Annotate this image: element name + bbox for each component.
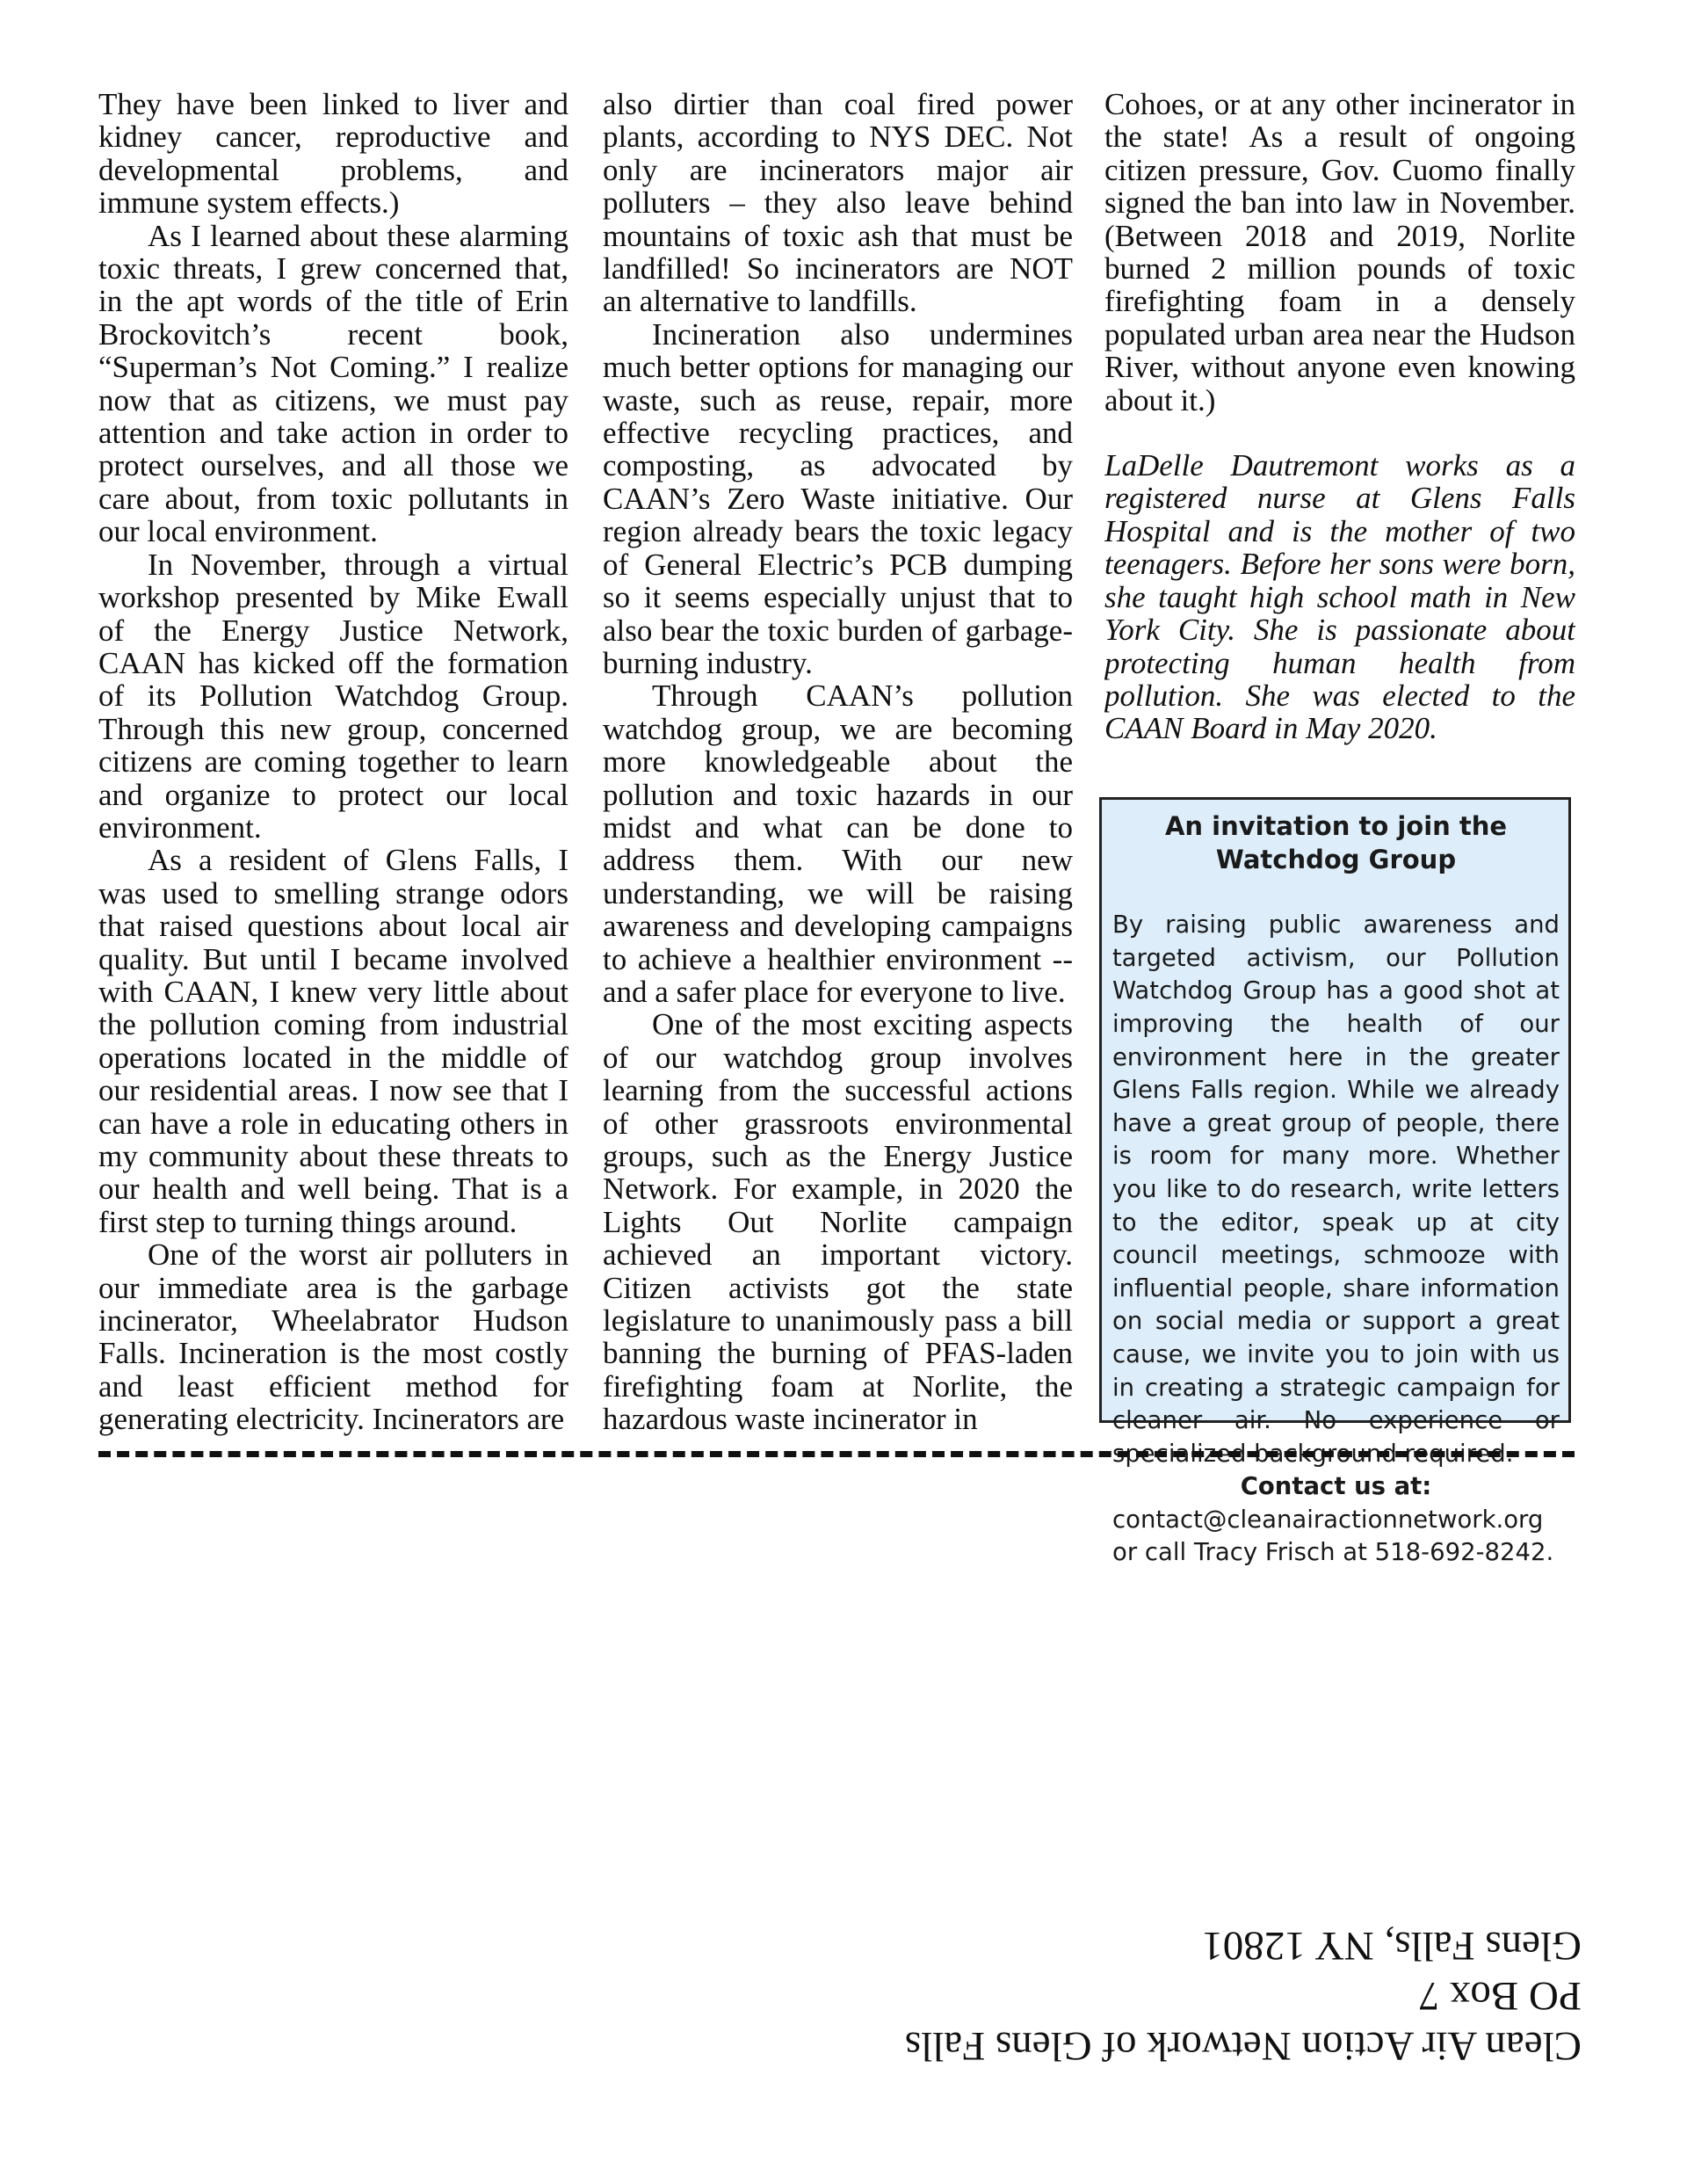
sidebar-contact-line: contact@cleanairactionnetwork.org or call Tracy Frisch at 518-692-8242. xyxy=(1112,1505,1554,1567)
watchdog-invitation-box xyxy=(1099,797,1571,1567)
article-paragraph: As I learned about these alarming toxic threats, I grew concerned that, in the apt words of the title of Erin Brockovitch’s recent book, “Superman’s Not Coming.” I realize now that as citizens, we must pay attention and take action in order to protect ourselves, and all those we care about, from toxic pollutants in our local environment. xyxy=(98,218,568,549)
return-address-line-2: PO Box 7 xyxy=(1418,1973,1582,2019)
article-paragraph: Through CAAN’s pollution watchdog group, we are becoming more knowledgeable about the pollution and toxic hazards in our midst and what can be done to address them. With our new understanding, we will be raising awareness and developing campaigns to achieve a healthier environment -- and a safer place for everyone to live. xyxy=(603,678,1073,1009)
article-paragraph: One of the worst air polluters in our immediate area is the garbage incinerator, Wheelabrator Hudson Falls. Incineration is the most costly and least efficient method for generating electricity. Incinerators are xyxy=(98,1237,568,1437)
return-address xyxy=(887,1920,1582,2071)
article-paragraph: One of the most exciting aspects of our watchdog group involves learning from the successful actions of other grassroots environmental groups, such as the Energy Justice Network. For example, in 2020 the Lights Out Norlite campaign achieved an important victory. Citizen activists got the state legislature to unanimously pass a bill banning the burning of PFAS-laden firefighting foam at Norlite, the hazardous waste incinerator in xyxy=(603,1007,1073,1437)
article-paragraph-continued: also dirtier than coal fired power plants, according to NYS DEC. Not only are incinerators major air polluters – they also leave behind mountains of toxic ash that must be landfilled! So incinerators are NOT an alternative to landfills. xyxy=(603,88,1073,319)
sidebar-contact-heading: Contact us at: xyxy=(1240,1472,1432,1501)
author-bio: LaDelle Dautremont works as a registered nurse at Glens Falls Hospital and is the mother of two teenagers. Before her sons were born, she taught high school math in New York City. She is passionate about protecting human health from pollution. She was elected to the CAAN Board in May 2020. xyxy=(1104,448,1575,745)
article-column-3 xyxy=(1104,88,1575,745)
article-paragraph: Incineration also undermines much better options for managing our waste, such as reuse, repair, more effective recycling practices, and composting, as advocated by CAAN’s Zero Waste initiative. Our region already bears the toxic legacy of General Electric’s PCB dumping so it seems especially unjust that to also bear the toxic burden of garbage-burning industry. xyxy=(603,316,1073,680)
return-address-line-3: Glens Falls, NY 12801 xyxy=(1202,1923,1582,1969)
article-column-1 xyxy=(98,88,568,1446)
article-column-2 xyxy=(603,88,1073,1446)
article-paragraph: In November, through a virtual workshop presented by Mike Ewall of the Energy Justice Network, CAAN has kicked off the formation of its Pollution Watchdog Group. Through this new group, concerned citizens are coming together to learn and organize to protect our local environment. xyxy=(98,547,568,845)
dashed-cut-line xyxy=(98,1451,1575,1457)
article-paragraph: As a resident of Glens Falls, I was used to smelling strange odors that raised questions about local air quality. But until I became involved with CAAN, I knew very little about the pollution coming from industrial operations located in the middle of our residential areas. I now see that I can have a role in educating others in my community about these threats to our health and well being. That is a first step to turning things around. xyxy=(98,843,568,1239)
article-paragraph-continued: Cohoes, or at any other incinerator in the state! As a result of ongoing citizen pressure, Gov. Cuomo finally signed the ban into law in November. (Between 2018 and 2019, Norlite burned 2 million pounds of toxic firefighting foam in a densely populated urban area near the Hudson River, without anyone even knowing about it.) xyxy=(1104,88,1575,417)
article-paragraph: They have been linked to liver and kidney cancer, reproductive and developmental problems, and immune system effects.) xyxy=(98,88,568,221)
return-address-line-1: Clean Air Action Network of Glens Falls xyxy=(904,2023,1582,2069)
sidebar-title: An invitation to join the Watchdog Group xyxy=(1164,811,1508,874)
sidebar-body: By raising public awareness and targeted activism, our Pollution Watchdog Group has a good shot at improving the health of our environment here in the greater Glens Falls region. While we already have a great group of people, there is room for many more. Whether you like to do research, write letters to the editor, speak up at city council meetings, schmooze with influential people, share information on social media or support a great cause, we invite you to join with us in creating a strategic campaign for cleaner air. No experience or specialized background required. xyxy=(1112,911,1560,1468)
